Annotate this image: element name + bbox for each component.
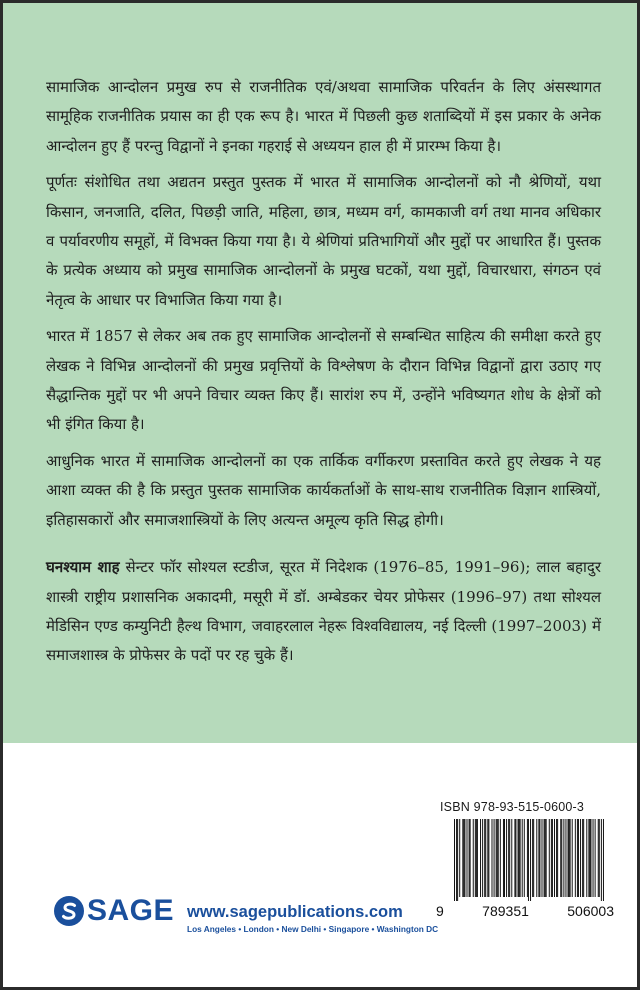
- blurb-paragraph-1: सामाजिक आन्दोलन प्रमुख रुप से राजनीतिक एवं/अथवा सामाजिक परिवर्तन के लिए अंसस्थागत सामूहिक राजनीतिक प्रयास का ही एक रूप है। भारत में पिछली कुछ शताब्दियों में इस प्रकार के अनेक आन्दोलन हुए हैं परन्तु विद्वानों ने इनका गहराई से अध्ययन हाल ही में प्रारम्भ किया है।: [46, 78, 601, 155]
- blurb-paragraph-2: पूर्णतः संशोधित तथा अद्यतन प्रस्तुत पुस्तक में भारत में सामाजिक आन्दोलनों को नौ श्रेणियों, यथा किसान, जनजाति, दलित, पिछड़ी जाति, महिला, छात्र, मध्यम वर्ग, कामकाजी वर्ग तथा मानव अधिकार व पर्यावरणीय समूहों, में विभक्त किया गया है। ये श्रेणियां प्रतिभागियों और मुद्दों पर आधारित हैं। पुस्तक के प्रत्येक अध्याय को प्रमुख सामाजिक आन्दोलनों के प्रमुख घटकों, यथा मुद्दों, विचारधारा, संगठन एवं नेतृत्व के आधार पर विभाजित किया गया है।: [46, 173, 601, 309]
- barcode-bar: [593, 819, 594, 897]
- barcode-bar: [484, 819, 485, 897]
- barcode-bar: [532, 819, 533, 897]
- barcode-bar: [536, 819, 537, 897]
- barcode-bar: [482, 819, 483, 897]
- barcode-bar: [454, 819, 455, 901]
- barcode-bar: [524, 819, 525, 897]
- barcode-bar: [463, 819, 464, 897]
- barcode-bar: [485, 819, 486, 897]
- barcode-bar: [556, 819, 557, 897]
- barcode-bar: [545, 819, 546, 897]
- barcode-bar: [533, 819, 534, 897]
- barcode-bar: [542, 819, 543, 897]
- barcode: [454, 819, 604, 901]
- barcode-bar: [492, 819, 493, 897]
- barcode-digit-right: 506003: [567, 903, 614, 919]
- barcode-bar: [494, 819, 495, 897]
- barcode-bar: [462, 819, 463, 897]
- barcode-bar: [527, 819, 528, 897]
- author-bio: [46, 553, 601, 671]
- barcode-bar: [511, 819, 512, 897]
- author-name: घनश्याम शाह: [46, 558, 120, 577]
- barcode-bar: [498, 819, 499, 897]
- description-panel: [3, 3, 637, 743]
- barcode-bar: [538, 819, 539, 897]
- barcode-bar: [577, 819, 578, 897]
- barcode-bar: [595, 819, 596, 897]
- barcode-bar: [569, 819, 570, 897]
- barcode-bar: [568, 819, 569, 897]
- barcode-bar: [469, 819, 470, 897]
- barcode-bar: [464, 819, 465, 897]
- barcode-bar: [459, 819, 460, 897]
- barcode-bar: [470, 819, 471, 897]
- barcode-bar: [457, 819, 458, 901]
- barcode-bar: [520, 819, 521, 897]
- barcode-bar: [601, 819, 602, 901]
- barcode-bar: [565, 819, 566, 897]
- isbn-label: ISBN 978-93-515-0600-3: [440, 800, 585, 814]
- barcode-bar: [508, 819, 509, 897]
- barcode-bar: [487, 819, 488, 897]
- barcode-bar: [514, 819, 515, 897]
- barcode-bar: [586, 819, 587, 897]
- barcode-bar: [552, 819, 553, 897]
- barcode-bar: [580, 819, 581, 897]
- publisher-url[interactable]: www.sagepublications.com: [187, 903, 403, 921]
- barcode-bar: [557, 819, 558, 897]
- barcode-bar: [588, 819, 589, 897]
- barcode-bar: [603, 819, 604, 901]
- barcode-bar: [570, 819, 571, 897]
- barcode-bar: [599, 819, 600, 897]
- blurb-paragraph-3: भारत में 1857 से लेकर अब तक हुए सामाजिक आन्दोलनों से सम्बन्धित साहित्य की समीक्षा करते हुए लेखक ने विभिन्न आन्दोलनों की प्रमुख प्रवृत्तियों के विश्लेषण के दौरान विभिन्न विद्वानों द्वारा उठाए गए सैद्धान्तिक मुद्दों पर भी अपने विचार व्यक्त किए हैं। सारांश रुप में, उन्होंने भविष्यगत शोध के क्षेत्रों को भी इंगित किया है।: [46, 327, 601, 434]
- blurb: [46, 73, 601, 678]
- barcode-bar: [500, 819, 501, 897]
- barcode-bar: [509, 819, 510, 897]
- barcode-bar: [480, 819, 481, 897]
- barcode-bar: [549, 819, 550, 897]
- barcode-bar: [475, 819, 476, 897]
- barcode-bars: [454, 819, 604, 901]
- barcode-bar: [467, 819, 468, 897]
- barcode-bar: [456, 819, 457, 901]
- barcode-digit-left: 789351: [482, 903, 529, 919]
- barcode-bar: [504, 819, 505, 897]
- barcode-bar: [530, 819, 531, 901]
- barcode-bar: [582, 819, 583, 897]
- barcode-digit-lead: 9: [436, 903, 444, 919]
- barcode-bar: [551, 819, 552, 897]
- barcode-digits: [436, 903, 614, 919]
- blurb-paragraph-4: आधुनिक भारत में सामाजिक आन्दोलनों का एक तार्किक वर्गीकरण प्रस्तावित करते हुए लेखक ने यह आशा व्यक्त की है कि प्रस्तुत पुस्तक सामाजिक कार्यकर्ताओं के साथ-साथ राजनीतिक विज्ञान शास्त्रियों, इतिहासकारों और समाजशास्त्रियों के लिए अत्यन्त अमूल्य कृति सिद्ध होगी।: [46, 451, 601, 529]
- barcode-bar: [546, 819, 547, 897]
- barcode-bar: [488, 819, 489, 897]
- barcode-bar: [477, 819, 478, 897]
- sage-logo-icon: [53, 895, 85, 927]
- barcode-bar: [496, 819, 497, 897]
- barcode-bar: [476, 819, 477, 897]
- barcode-bar: [473, 819, 474, 897]
- barcode-bar: [575, 819, 576, 897]
- barcode-bar: [590, 819, 591, 897]
- barcode-bar: [519, 819, 520, 897]
- barcode-bar: [561, 819, 562, 897]
- barcode-bar: [589, 819, 590, 897]
- author-bio-text: सेन्टर फॉर सोश्यल स्टडीज, सूरत में निदेशक (1976–85, 1991–96); लाल बहादुर शास्त्री राष्ट्रीय प्रशासनिक अकादमी, मसूरी में डॉ. अम्बेडकर चेयर प्रोफेसर (1996–97) तथा सोश्यल मेडिसिन एण्ड कम्युनिटी हैल्थ विभाग, जवाहरलाल नेहरू विश्वविद्यालय, नई दिल्ली (1997–2003) में समाजशास्त्र के प्रोफेसर के पदों पर रह चुके हैं।: [46, 558, 601, 665]
- barcode-bar: [497, 819, 498, 897]
- barcode-bar: [572, 819, 573, 897]
- barcode-bar: [563, 819, 564, 897]
- barcode-bar: [560, 819, 561, 897]
- barcode-bar: [503, 819, 504, 897]
- barcode-bar: [539, 819, 540, 897]
- barcode-bar: [528, 819, 529, 901]
- barcode-bar: [506, 819, 507, 897]
- publisher-cities: Los Angeles • London • New Delhi • Singapore • Washington DC: [187, 924, 439, 934]
- sage-logo-text: SAGE: [87, 894, 175, 927]
- barcode-bar: [518, 819, 519, 897]
- barcode-bar: [598, 819, 599, 897]
- barcode-bar: [554, 819, 555, 897]
- barcode-bar: [522, 819, 523, 897]
- sage-logo: [53, 895, 174, 927]
- barcode-bar: [544, 819, 545, 897]
- barcode-bar: [578, 819, 579, 897]
- barcode-bar: [583, 819, 584, 897]
- barcode-bar: [515, 819, 516, 897]
